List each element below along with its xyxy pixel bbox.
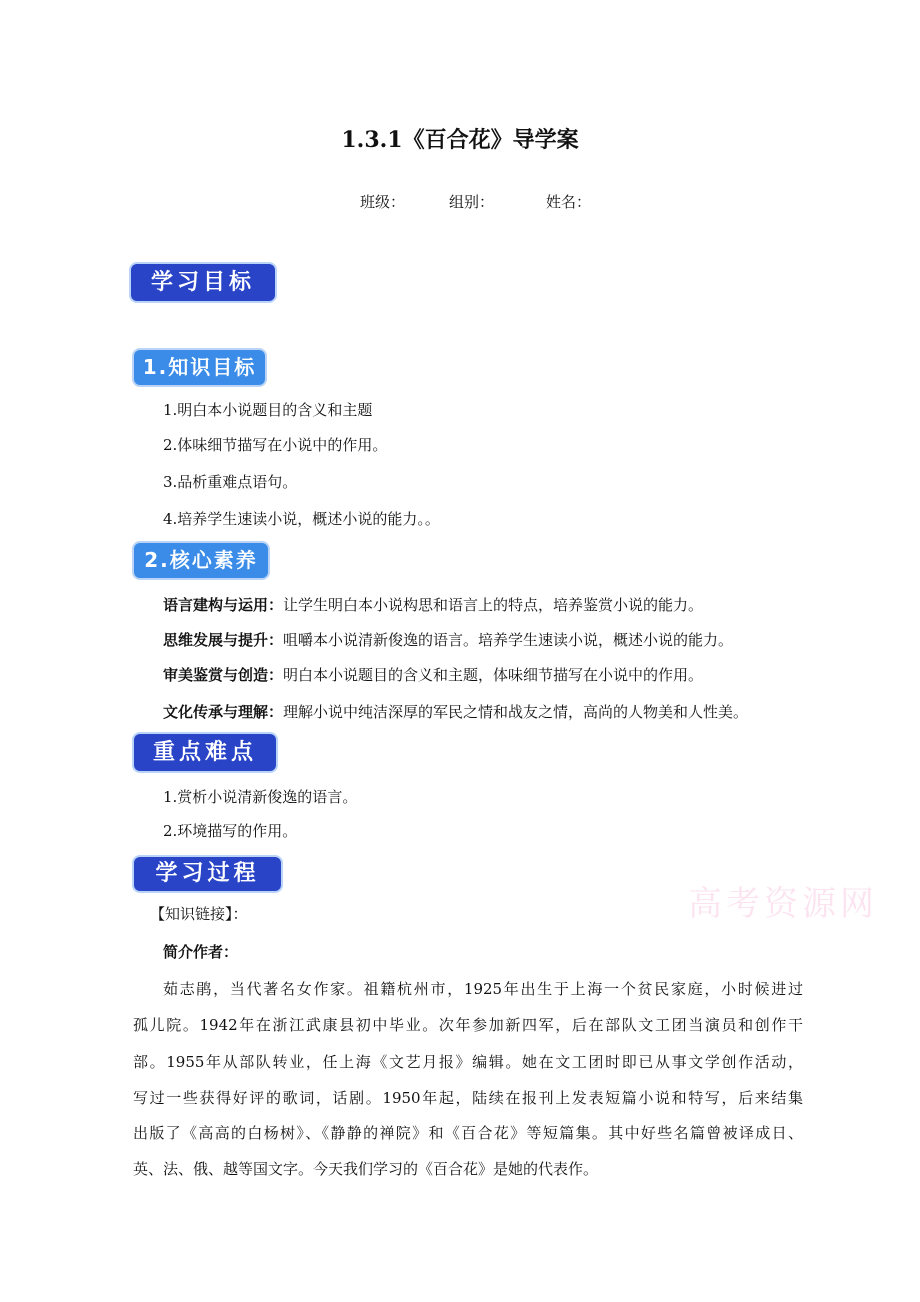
core-item-text: 理解小说中纯洁深厚的军民之情和战友之情，高尚的人物美和人性美。 — [283, 703, 749, 721]
knowledge-item: 3.品析重难点语句。 — [163, 473, 298, 491]
group-field-label: 组别： — [449, 193, 495, 211]
author-paragraph-line: 孤儿院。1942年在浙江武康县初中毕业。次年参加新四军，后在部队文工团当演员和创作干 — [133, 1016, 803, 1034]
banner-key-points: 重点难点 — [134, 734, 276, 771]
core-item — [163, 665, 703, 685]
class-field-label: 班级： — [360, 193, 406, 211]
core-item — [163, 630, 733, 650]
core-item-text: 咀嚼本小说清新俊逸的语言。培养学生速读小说，概述小说的能力。 — [283, 631, 734, 649]
core-item-label: 语言建构与运用： — [163, 596, 284, 614]
author-paragraph-line: 部。1955年从部队转业，任上海《文艺月报》编辑。她在文工团时即已从事文学创作活动， — [133, 1053, 803, 1071]
key-item: 1.赏析小说清新俊逸的语言。 — [163, 788, 358, 806]
author-heading: 简介作者： — [163, 943, 239, 961]
banner-learning-goals: 学习目标 — [131, 264, 275, 301]
core-item-label: 思维发展与提升： — [163, 631, 284, 649]
name-field-label: 姓名： — [546, 193, 592, 211]
core-item — [163, 595, 703, 615]
page-title: 1.3.1《百合花》导学案 — [341, 127, 579, 153]
author-paragraph-line: 英、法、俄、越等国文字。今天我们学习的《百合花》是她的代表作。 — [133, 1160, 599, 1178]
author-paragraph-line: 茹志鹃，当代著名女作家。祖籍杭州市，1925年出生于上海一个贫民家庭，小时候进过 — [163, 980, 803, 998]
author-paragraph-line: 写过一些获得好评的歌词，话剧。1950年起，陆续在报刊上发表短篇小说和特写，后来结集 — [133, 1089, 803, 1107]
key-item: 2.环境描写的作用。 — [163, 822, 298, 840]
core-item-label: 文化传承与理解： — [163, 703, 284, 721]
knowledge-item: 2.体味细节描写在小说中的作用。 — [163, 436, 388, 454]
watermark: 高考资源网 — [688, 884, 878, 924]
banner-core-literacy: 2.核心素养 — [134, 543, 268, 578]
core-item-text: 让学生明白本小说构思和语言上的特点，培养鉴赏小说的能力。 — [283, 596, 704, 614]
knowledge-item: 4.培养学生速读小说，概述小说的能力。。 — [163, 510, 440, 528]
author-paragraph-line: 出版了《高高的白杨树》、《静静的禅院》和《百合花》等短篇集。其中好些名篇曾被译成日、 — [133, 1124, 803, 1142]
knowledge-item: 1.明白本小说题目的含义和主题 — [163, 401, 373, 419]
core-item-text: 明白本小说题目的含义和主题，体味细节描写在小说中的作用。 — [283, 666, 704, 684]
banner-knowledge-goals: 1.知识目标 — [134, 350, 265, 385]
banner-learning-process: 学习过程 — [134, 857, 281, 891]
knowledge-link-heading: 【知识链接】： — [150, 905, 248, 923]
core-item — [163, 702, 748, 722]
core-item-label: 审美鉴赏与创造： — [163, 666, 284, 684]
